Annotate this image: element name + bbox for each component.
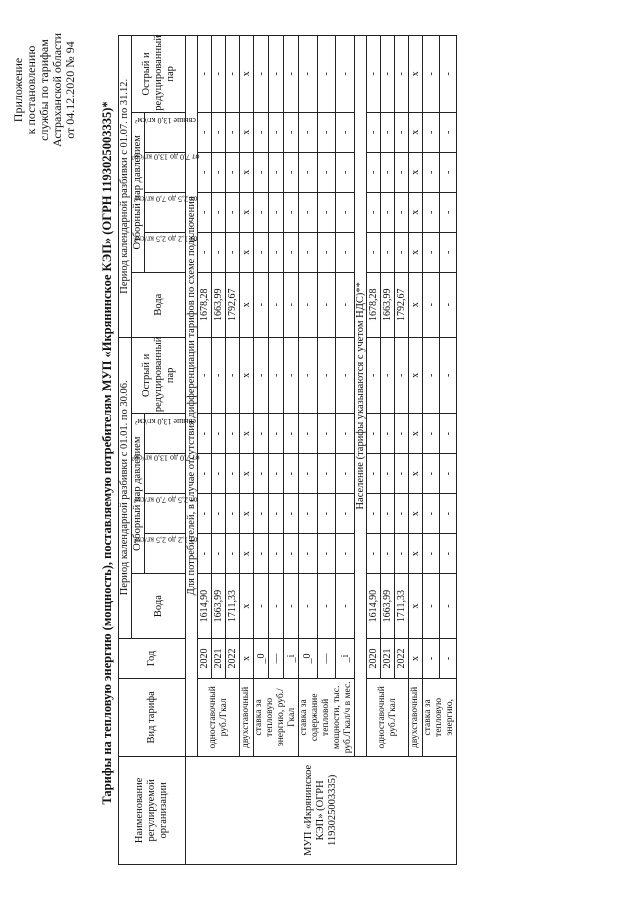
pressure-header [131,152,199,192]
table-cell: - [299,414,318,454]
table-cell: - [336,494,355,534]
tariff-kind-cell: двухставочный [240,678,254,756]
table-cell: - [317,192,336,232]
table-cell: - [440,454,457,494]
table-cell: 2021 [212,638,226,678]
table-cell: - [254,192,269,232]
table-cell: - [254,232,269,272]
table-cell: - [212,414,226,454]
table-cell: - [440,574,457,639]
org-name-header: Наименование регулируемой организации [119,756,186,864]
table-cell: - [381,36,395,113]
appendix-line: к постановлению [24,45,38,135]
table-cell: - [254,337,269,414]
table-cell: - [284,272,299,337]
table-cell: - [269,534,284,574]
selected-steam-header: Отборный пар давлением [132,414,145,574]
table-cell: - [284,494,299,534]
table-cell: - [212,534,226,574]
tariff-kind-header: Вид тарифа [119,678,186,756]
table-cell: х [409,638,423,678]
table-cell: - [254,36,269,113]
table-cell: - [395,112,409,152]
tariff-kind-cell: ставка за содержание тепловой мощности, тыс. руб./Гкал/ч в мес. [299,678,355,756]
table-cell: - [269,152,284,192]
table-cell: - [198,454,212,494]
table-cell: - [336,534,355,574]
pressure-header [133,192,197,232]
tariff-kind-cell: ставка за тепловую энергию, руб./Гкал [254,678,299,756]
table-cell: - [317,454,336,494]
table-cell: - [226,232,240,272]
table-cell: - [423,414,440,454]
table-cell: - [198,534,212,574]
table-cell: 1663,99 [381,574,395,639]
table-row [198,36,212,865]
table-cell: - [423,534,440,574]
table-cell: - [395,192,409,232]
table-cell: - [198,192,212,232]
pressure-label: от 1,2 до 2,5 кг/см² [133,535,197,545]
section-title: Для потребителей, в случае отсутствия дифференциации тарифов по схеме подключения [186,36,198,757]
table-cell: х [409,337,423,414]
table-cell: х [240,337,254,414]
table-cell: - [212,112,226,152]
pressure-label: от 7,0 до 13,0 кг/см² [131,152,199,162]
table-cell: - [440,534,457,574]
table-cell: 1678,28 [198,272,212,337]
table-cell: - [212,192,226,232]
table-cell: - [198,36,212,113]
table-cell: - [198,232,212,272]
table-cell: - [423,494,440,534]
table-cell: - [299,232,318,272]
table-cell: - [299,272,318,337]
table-cell: - [395,36,409,113]
table-cell: - [336,192,355,232]
table-cell: - [423,192,440,232]
table-cell: - [317,414,336,454]
table-cell: - [367,454,381,494]
tariff-kind-cell: одноставочный руб./Гкал [198,678,240,756]
table-cell: - [226,152,240,192]
pressure-label: от 2,5 до 7,0 кг/см² [133,194,197,204]
table-cell: - [381,337,395,414]
table-cell: - [381,414,395,454]
table-cell: - [226,337,240,414]
table-cell: - [254,414,269,454]
table-cell: - [367,414,381,454]
table-cell: - [440,272,457,337]
table-cell: - [395,414,409,454]
table-cell: - [284,232,299,272]
tariff-kind-cell: одноставочный руб./Гкал [367,678,409,756]
table-cell: - [317,534,336,574]
table-cell: х [409,152,423,192]
table-cell: - [269,494,284,534]
table-cell: - [336,112,355,152]
table-cell: - [423,337,440,414]
table-cell: - [395,454,409,494]
table-cell: - [299,36,318,113]
table-row [240,36,254,865]
table-cell: - [423,272,440,337]
table-cell: - [423,112,440,152]
period2-header: Период календарной разбивки с 01.07. по 31.12. [119,36,132,338]
table-cell: - [440,494,457,534]
table-cell: — [317,638,336,678]
table-cell: - [395,337,409,414]
table-cell: - [440,112,457,152]
table-cell: 1792,67 [395,272,409,337]
table-cell: - [336,414,355,454]
table-cell: - [226,414,240,454]
table-cell: 1614,90 [367,574,381,639]
table-cell: - [212,337,226,414]
appendix-line: Приложение [11,57,25,123]
table-row [409,36,423,865]
table-cell: - [381,232,395,272]
table-cell: - [423,152,440,192]
tariff-table [118,35,457,865]
table-cell: - [336,574,355,639]
table-cell: - [336,36,355,113]
sharp-steam-header: Острый и редуцированный пар [132,337,186,414]
pressure-header [133,534,197,574]
table-cell: - [254,534,269,574]
table-cell: - [226,494,240,534]
table-cell: 2020 [198,638,212,678]
table-cell: - [269,232,284,272]
table-cell: - [336,232,355,272]
table-cell: - [269,454,284,494]
pressure-label: от 7,0 до 13,0 кг/см² [131,453,199,463]
table-cell: - [198,152,212,192]
table-cell: - [317,337,336,414]
table-cell: - [299,192,318,232]
table-cell: - [395,494,409,534]
table-cell: - [284,337,299,414]
table-cell: - [299,152,318,192]
table-cell: - [254,494,269,534]
table-cell: - [212,454,226,494]
table-cell: - [317,574,336,639]
table-cell: 1614,90 [198,574,212,639]
table-cell: - [381,534,395,574]
table-cell: _0 [254,638,269,678]
table-cell: - [254,574,269,639]
table-cell: - [254,454,269,494]
sharp-steam-header: Острый и редуцированный пар [132,36,186,113]
table-cell: - [381,494,395,534]
table-cell: - [440,232,457,272]
table-cell: 2022 [226,638,240,678]
table-cell: х [240,112,254,152]
table-cell: - [367,232,381,272]
table-cell: 2022 [395,638,409,678]
table-cell: 1792,67 [226,272,240,337]
appendix-line: службы по тарифам [37,39,51,141]
table-cell: х [240,638,254,678]
table-cell: - [299,494,318,534]
table-cell: - [198,494,212,534]
table-cell: х [409,36,423,113]
table-cell: х [240,36,254,113]
table-cell: - [317,494,336,534]
table-cell: - [423,574,440,639]
table-cell: х [409,454,423,494]
table-cell: - [198,112,212,152]
pressure-label: от 2,5 до 7,0 кг/см² [133,495,197,505]
table-cell: - [299,112,318,152]
pressure-header [134,112,196,152]
table-cell: х [409,112,423,152]
table-cell: - [299,534,318,574]
table-cell: - [395,534,409,574]
table-cell: - [284,192,299,232]
table-cell: - [440,192,457,232]
appendix-line: Астраханской области [50,32,64,148]
pressure-label: от 1,2 до 2,5 кг/см² [133,234,197,244]
table-cell: - [317,112,336,152]
table-cell: - [367,152,381,192]
table-cell: - [212,232,226,272]
pressure-header [134,414,196,454]
table-cell: - [367,112,381,152]
table-cell: - [198,414,212,454]
table-cell: - [212,36,226,113]
table-cell: _0 [299,638,318,678]
pressure-header [133,232,197,272]
table-cell: - [440,414,457,454]
table-cell: - [440,337,457,414]
year-header: Год [119,638,186,678]
table-cell: 2021 [381,638,395,678]
table-row [423,36,440,865]
table-cell: х [409,574,423,639]
table-cell: 1663,99 [212,574,226,639]
table-cell: - [423,232,440,272]
tariff-kind-cell: ставка за тепловую энергию, [423,678,457,756]
pressure-label: свыше 13,0 кг/см² [134,417,196,427]
table-cell: - [254,152,269,192]
table-row [254,36,269,865]
table-cell: - [336,152,355,192]
table-cell: 1663,99 [381,272,395,337]
table-cell: х [409,192,423,232]
table-cell: - [381,152,395,192]
table-cell: - [226,454,240,494]
table-cell: 1663,99 [212,272,226,337]
table-cell: _i [336,638,355,678]
table-cell: - [212,494,226,534]
table-cell: - [226,534,240,574]
table-cell: - [299,337,318,414]
table-cell: - [269,337,284,414]
document-title: Тарифы на тепловую энергию (мощность), поставляемую потребителям МУП «Икрянинское КЭП» (ОГРН 1193025003335)* [100,101,114,805]
table-cell: - [423,36,440,113]
table-cell: х [409,534,423,574]
section-row [355,36,367,865]
table-cell: х [240,232,254,272]
table-cell: - [381,454,395,494]
table-cell: - [336,337,355,414]
table-cell: - [254,112,269,152]
appendix-block [12,5,77,175]
pressure-label: свыше 13,0 кг/см² [134,115,196,125]
table-cell: х [409,272,423,337]
table-cell: - [395,152,409,192]
table-cell: _i [284,638,299,678]
table-cell: - [198,337,212,414]
table-cell: 2020 [367,638,381,678]
table-cell: - [317,232,336,272]
table-cell: - [269,574,284,639]
table-cell: - [367,494,381,534]
table-cell: - [284,534,299,574]
table-cell: х [409,232,423,272]
table-cell: х [240,454,254,494]
table-cell: - [226,192,240,232]
table-cell: - [269,272,284,337]
table-cell: - [284,36,299,113]
section-title: Население (тарифы указываются с учетом НДС)** [355,36,367,757]
table-cell: 1678,28 [367,272,381,337]
table-cell: - [440,152,457,192]
table-cell: - [367,36,381,113]
table-cell: — [269,638,284,678]
table-cell: - [254,272,269,337]
table-cell: - [336,272,355,337]
table-cell: - [299,454,318,494]
table-cell: - [269,112,284,152]
pressure-header [133,494,197,534]
selected-steam-header: Отборный пар давлением [132,112,145,272]
table-cell: - [317,272,336,337]
table-cell: - [226,112,240,152]
table-cell: - [395,232,409,272]
table-cell: - [423,454,440,494]
table-cell: - [284,414,299,454]
tariff-kind-cell: двухставочный [409,678,423,756]
table-cell: - [381,112,395,152]
table-cell: - [299,574,318,639]
table-cell: х [240,272,254,337]
table-cell: х [409,494,423,534]
table-cell: - [367,534,381,574]
table-cell: - [284,112,299,152]
table-cell: 1711,33 [226,574,240,639]
header-row [119,36,132,865]
table-cell: - [269,414,284,454]
table-cell: х [240,574,254,639]
table-cell: х [240,152,254,192]
table-cell: - [367,337,381,414]
table-cell: - [336,454,355,494]
table-cell: - [317,152,336,192]
table-cell: - [269,192,284,232]
table-cell: - [423,638,440,678]
appendix-line: от 04.12.2020 № 94 [63,41,77,139]
table-cell: 1711,33 [395,574,409,639]
table-cell: - [284,152,299,192]
table-cell: - [367,192,381,232]
table-cell: - [440,36,457,113]
org-name-cell: МУП «Икрянинское КЭП» (ОГРН 1193025003335) [186,756,457,864]
table-row [299,36,318,865]
table-cell: - [284,574,299,639]
table-cell: - [440,638,457,678]
table-cell: - [284,454,299,494]
water-header: Вода [132,272,186,337]
table-cell: х [240,534,254,574]
table-cell: х [240,494,254,534]
table-cell: - [226,36,240,113]
pressure-header [131,453,199,494]
table-cell: - [269,36,284,113]
period1-header: Период календарной разбивки с 01.01. по 30.06. [119,337,132,638]
table-cell: х [409,414,423,454]
table-cell: - [381,192,395,232]
water-header: Вода [132,574,186,639]
table-cell: х [240,192,254,232]
table-row [367,36,381,865]
table-cell: х [240,414,254,454]
table-cell: - [212,152,226,192]
table-cell: - [317,36,336,113]
